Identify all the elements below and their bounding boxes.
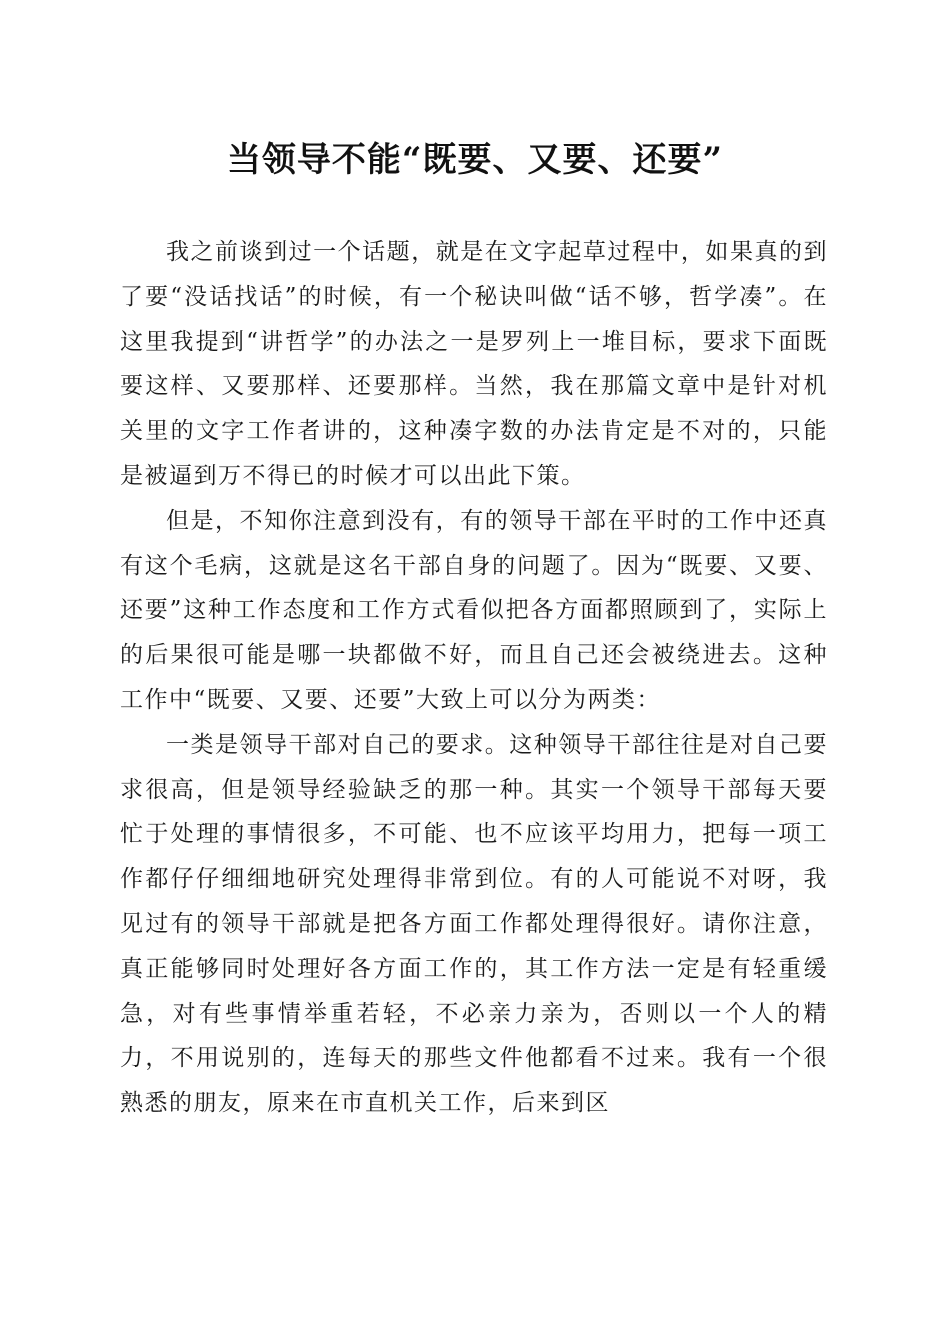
document-body <box>120 230 828 1126</box>
paragraph-3: 一类是领导干部对自己的要求。这种领导干部往往是对自己要求很高，但是领导经验缺乏的那一种。其实一个领导干部每天要忙于处理的事情很多，不可能、也不应该平均用力，把每一项工作都仔仔细细地研究处理得非常到位。有的人可能说不对呀，我见过有的领导干部就是把各方面工作都处理得很好。请你注意，真正能够同时处理好各方面工作的，其工作方法一定是有轻重缓急，对有些事情举重若轻，不必亲力亲为，否则以一个人的精力，不用说别的，连每天的那些文件他都看不过来。我有一个很熟悉的朋友，原来在市直机关工作，后来到区 <box>120 731 828 1117</box>
paragraph-1: 我之前谈到过一个话题，就是在文字起草过程中，如果真的到了要“没话找话”的时候，有一个秘诀叫做“话不够，哲学凑”。在这里我提到“讲哲学”的办法之一是罗列上一堆目标，要求下面既要这样、又要那样、还要那样。当然，我在那篇文章中是针对机关里的文字工作者讲的，这种凑字数的办法肯定是不对的，只能是被逼到万不得已的时候才可以出此下策。 <box>120 239 828 489</box>
document-title: 当领导不能“既要、又要、还要” <box>226 140 724 180</box>
paragraph-2: 但是，不知你注意到没有，有的领导干部在平时的工作中还真有这个毛病，这就是这名干部自身的问题了。因为“既要、又要、还要”这种工作态度和工作方式看似把各方面都照顾到了，实际上的后果很可能是哪一块都做不好，而且自己还会被绕进去。这种工作中“既要、又要、还要”大致上可以分为两类： <box>120 507 828 713</box>
